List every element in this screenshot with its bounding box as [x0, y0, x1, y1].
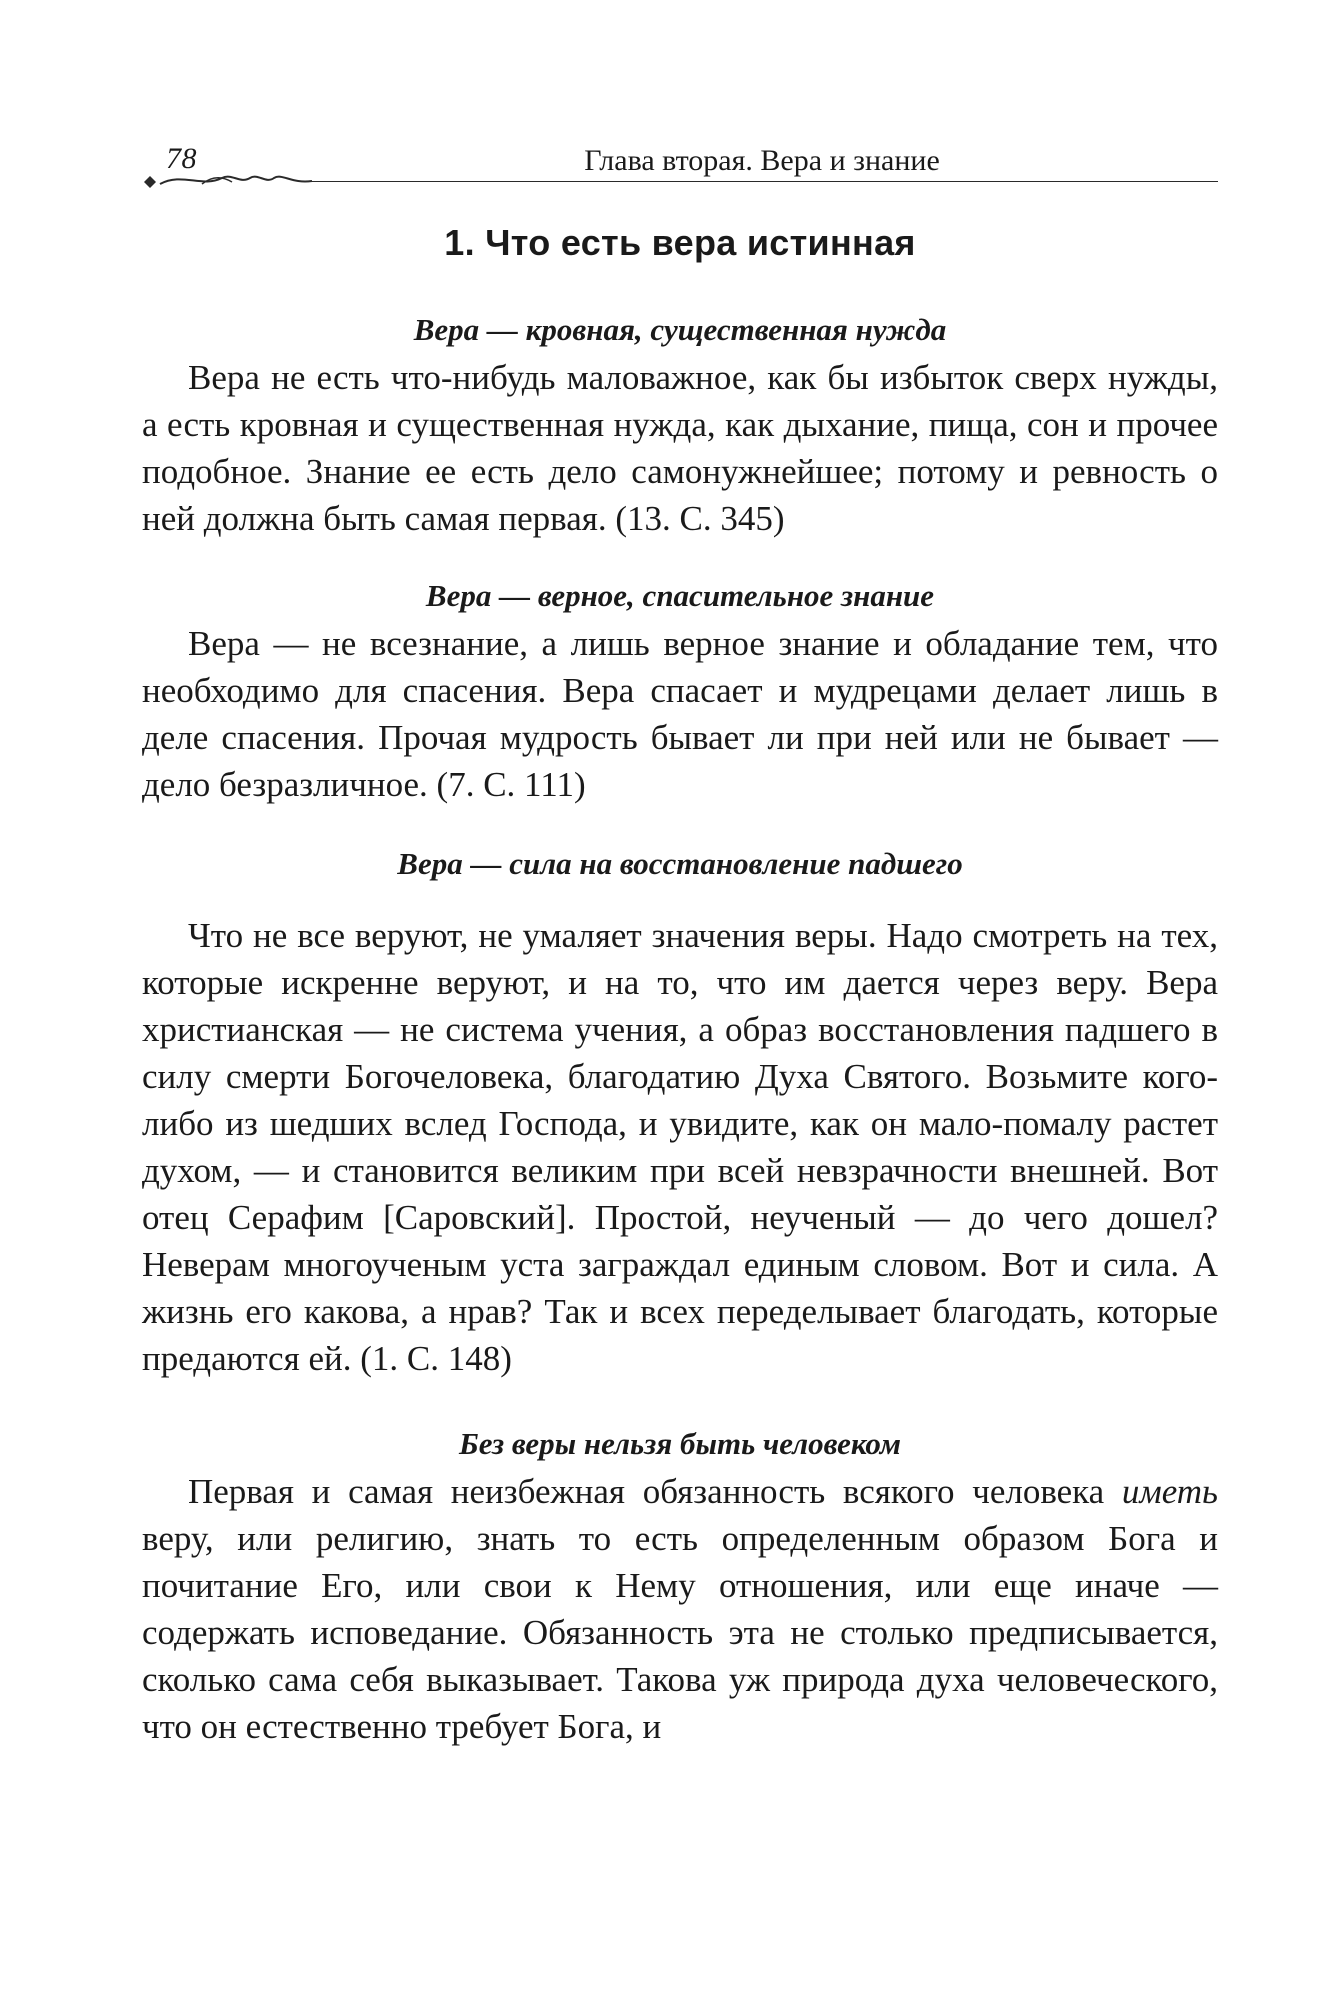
subheading: Вера — сила на восстановление падшего: [397, 846, 963, 881]
page-content: [142, 210, 1218, 1750]
chapter-title: Глава вторая. Вера и знание: [584, 144, 940, 177]
page-number: 78: [166, 142, 197, 175]
entry-4: [142, 1426, 1218, 1750]
header-rule: [312, 181, 1218, 182]
paragraph: Вера — не всезнание, а лишь верное знание и обладание тем, что необходимо для спасения. Вера спасает и мудрецами делает лишь в деле спасения. Прочая мудрость бывает ли при ней или не бывает — дело безразличное. (7. С. 111): [142, 624, 1218, 804]
entry-3: [142, 846, 1218, 1382]
subheading: Вера — кровная, существенная нужда: [413, 312, 947, 347]
entry-2: [142, 578, 1218, 808]
paragraph-text: веру, или религию, знать то есть определенным образом Бога и почитание Его, или свои к Нему отношения, или еще иначе — содержать исповедание. Обязанность эта не столько предписывается, сколько сама себя выказывает. Такова уж природа духа человеческого, что он естественно требует Бога, и: [142, 1519, 1218, 1746]
paragraph: [142, 1468, 1218, 1750]
section-title: 1. Что есть вера истинная: [444, 222, 916, 263]
paragraph: Что не все веруют, не умаляет значения веры. Надо смотреть на тех, которые искренне веруют, и на то, что им дается через веру. Вера христианская — не система учения, а образ восстановления падшего в силу смерти Богочеловека, благодатию Духа Святого. Возьмите кого-либо из шедших вслед Господа, и увидите, как он мало-помалу растет духом, — и становится великим при всей невзрачности внешней. Вот отец Серафим [Саровский]. Простой, неученый — до чего дошел? Неверам многоученым уста заграждал единым словом. Вот и сила. А жизнь его какова, а нрав? Так и всех переделывает благодать, которые предаются ей. (1. С. 148): [142, 916, 1218, 1378]
entry-1: [142, 312, 1218, 542]
running-head: [142, 136, 1218, 190]
subheading: Без веры нельзя быть человеком: [459, 1426, 901, 1461]
flourish-ornament-icon: [142, 162, 322, 188]
emphasized-word: иметь: [1121, 1472, 1218, 1511]
paragraph: Вера не есть что-нибудь маловажное, как бы избыток сверх нужды, а есть кровная и существенная нужда, как дыхание, пища, сон и прочее подобное. Знание ее есть дело самонужнейшее; потому и ревность о ней должна быть самая первая. (13. С. 345): [142, 358, 1218, 538]
paragraph-text: Первая и самая неизбежная обязанность всякого человека: [188, 1472, 1122, 1511]
subheading: Вера — верное, спасительное знание: [425, 578, 935, 613]
